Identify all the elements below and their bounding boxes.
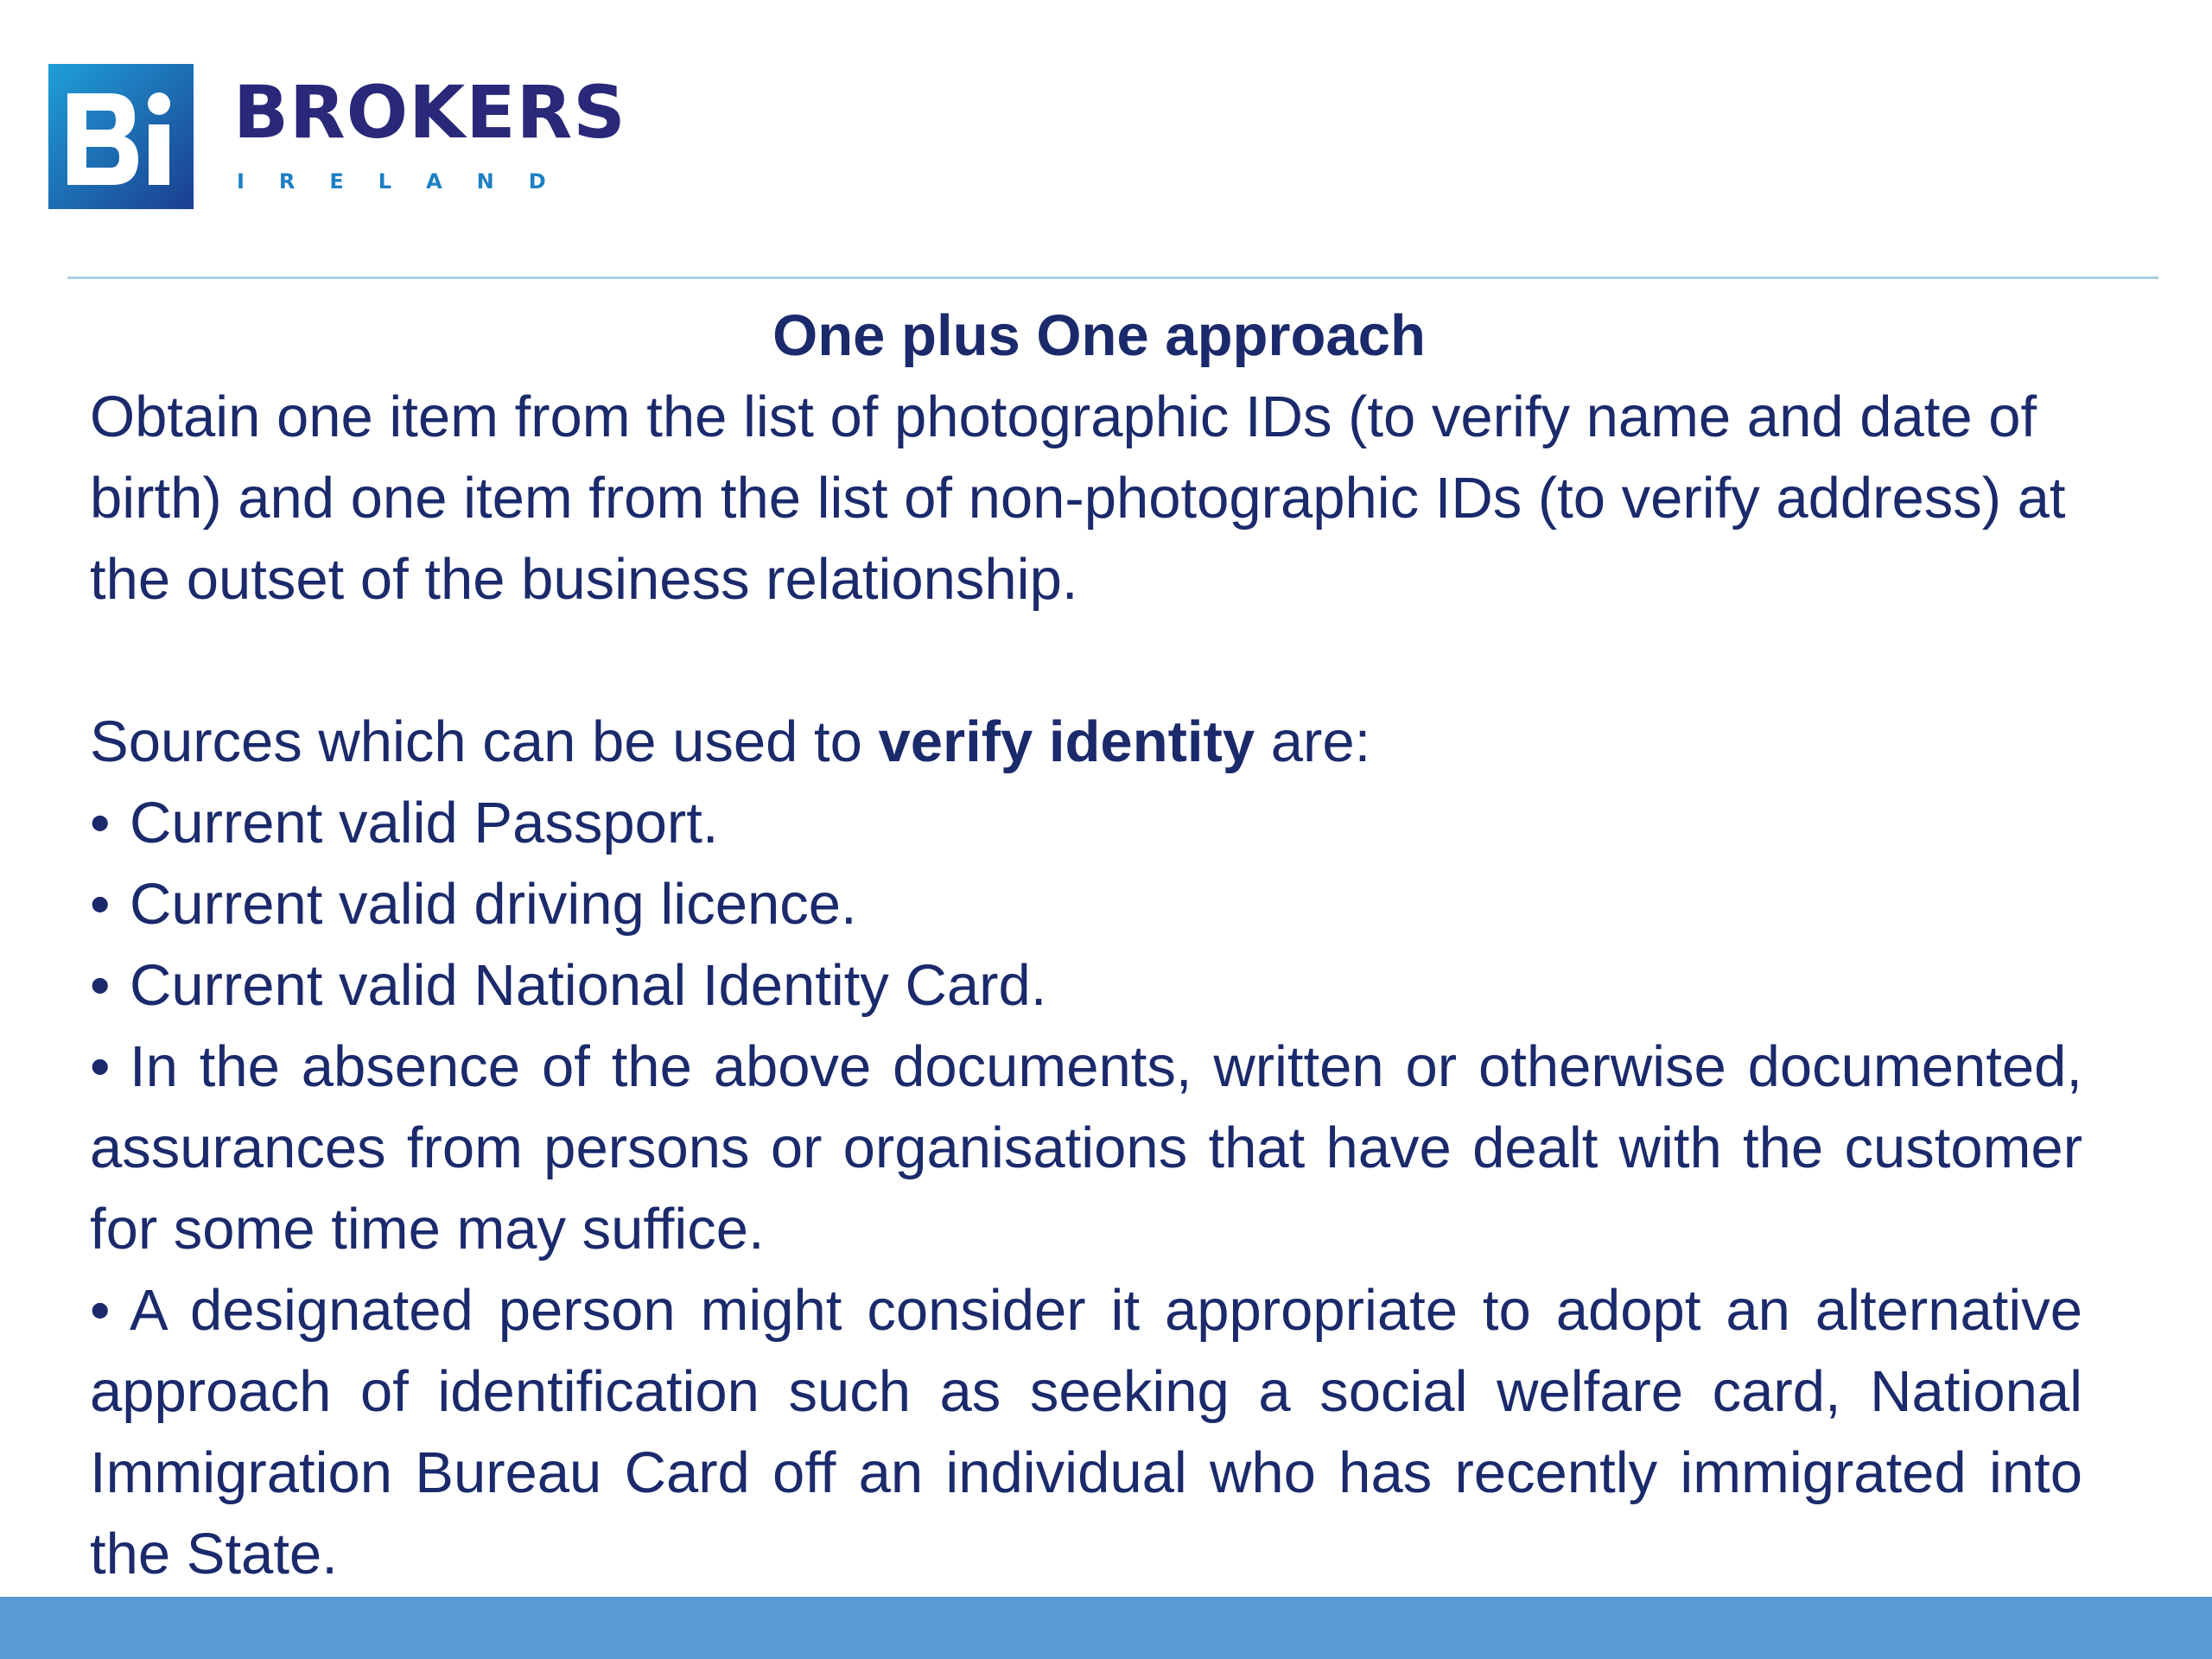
bullet-icon: • xyxy=(90,1034,111,1099)
bullet-item-passport xyxy=(90,783,2082,864)
bullet-text: Current valid driving licence. xyxy=(130,872,857,937)
bi-logo-icon xyxy=(48,64,194,209)
intro-paragraph: Obtain one item from the list of photographic IDs (to verify name and date of birth) and one item from the list of non-photographic IDs (to verify address) at the outset of the business relationship. xyxy=(90,385,2066,612)
sources-suffix: are: xyxy=(1255,709,1371,774)
paragraph-spacer xyxy=(90,620,2082,702)
sources-emphasis: verify identity xyxy=(878,709,1255,774)
logo-wordmark: BROKERS xyxy=(233,70,626,155)
bullet-text: Current valid Passport. xyxy=(130,791,719,855)
slide-title: One plus One approach xyxy=(772,303,1426,368)
bullet-text: In the absence of the above documents, written or otherwise documented, assurances from persons or organisations that have dealt with the customer for some time may suffice. xyxy=(90,1034,2082,1262)
header-divider xyxy=(67,276,2158,279)
bullet-item-national-id xyxy=(90,945,2082,1027)
slide-body xyxy=(90,296,2082,1595)
bullet-icon: • xyxy=(90,872,111,937)
bullet-text: Current valid National Identity Card. xyxy=(130,953,1047,1018)
footer-bar xyxy=(0,1597,2212,1659)
bullet-icon: • xyxy=(90,791,111,855)
bullet-item-alternative-approach xyxy=(90,1270,2082,1595)
logo-subtitle: IRELAND xyxy=(237,169,581,194)
bullet-item-driving-licence xyxy=(90,864,2082,945)
bullet-icon: • xyxy=(90,953,111,1018)
sources-heading xyxy=(90,702,2082,783)
bullet-text: A designated person might consider it appropriate to adopt an alternative approach of identification such as seeking a social welfare card, National Immigration Bureau Card off an individual who has recently immigrated into the State. xyxy=(90,1278,2082,1586)
sources-prefix: Sources which can be used to xyxy=(90,709,879,774)
brokers-ireland-logo xyxy=(48,62,627,211)
bullet-item-assurances xyxy=(90,1027,2082,1270)
bullet-icon: • xyxy=(90,1278,111,1343)
